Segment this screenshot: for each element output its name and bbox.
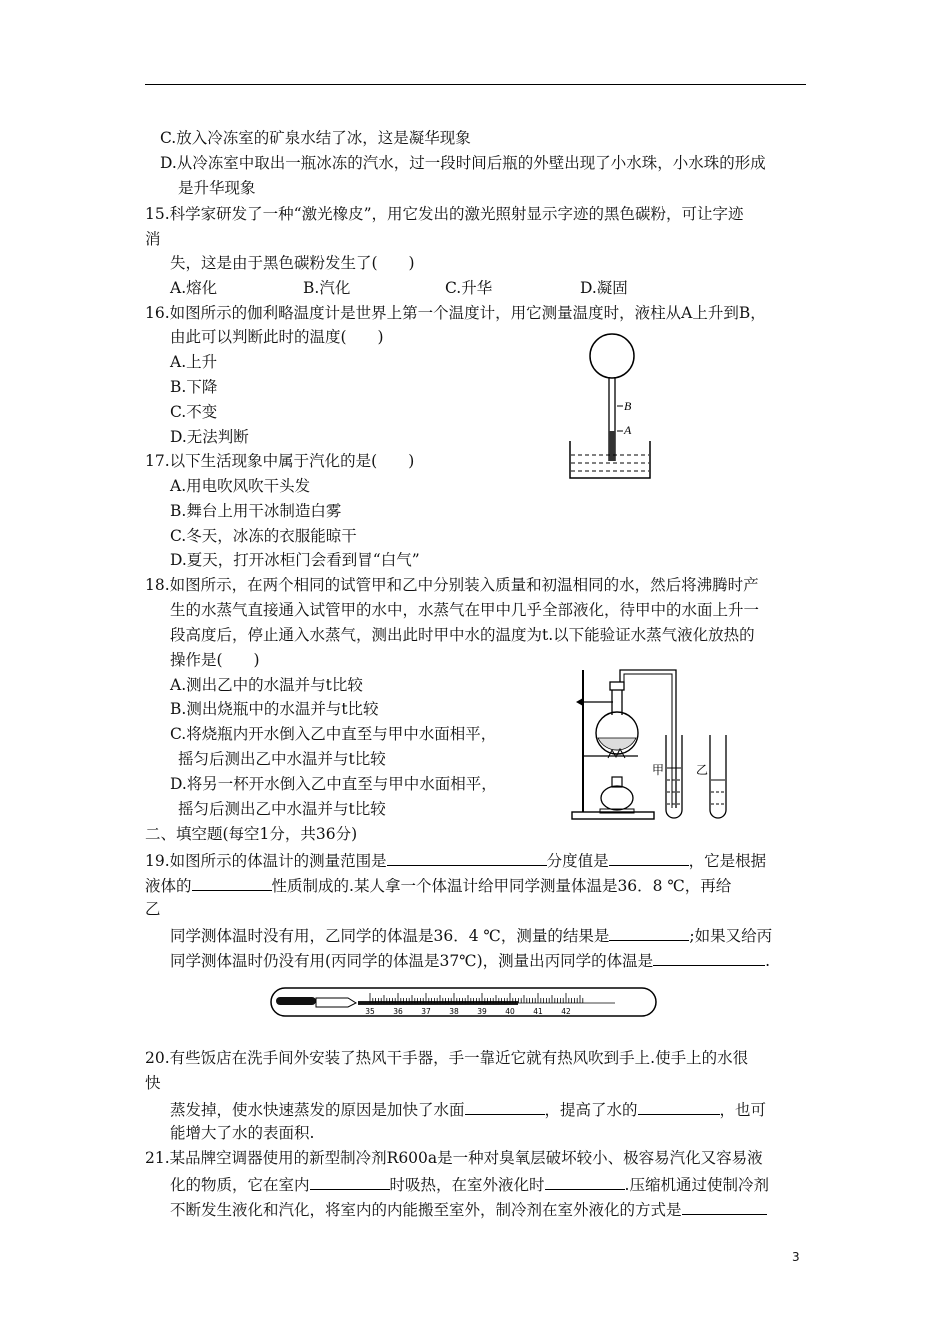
label-b: B [624,399,632,413]
q18-option-c: C.将烧瓶内开水倒入乙中直至与甲中水面相平， [170,725,497,743]
q18-option-a: A.测出乙中的水温并与t比较 [170,676,363,694]
q15-stem: 15.科学家研发了一种“激光橡皮”，用它发出的激光照射显示字迹的黑色碳粉，可让字迹 [145,205,744,223]
q16-option-b: B.下降 [170,378,218,396]
q20-line-2: 快 [145,1074,161,1092]
q21-text-d: 不断发生液化和汽化，将室内的内能搬至室外，制冷剂在室外液化的方式是 [170,1201,682,1219]
q15-stem-wrap: 消 [145,230,161,248]
answer-blank[interactable] [638,1098,720,1115]
q16-option-a: A.上升 [170,353,218,371]
q19-text-h: 同学测体温时仍没有用(丙同学的体温是37℃)，测量出丙同学的体温是 [170,952,654,970]
q16-stem: 16.如图所示的伽利略温度计是世界上第一个温度计，用它测量温度时，液柱从A上升到B， [145,304,766,322]
scale-label: 37 [421,1007,431,1016]
q19-line-4 [170,924,772,946]
q19-line-1 [145,849,766,871]
q14-option-d-cont: 是升华现象 [178,179,256,197]
q16-option-d: D.无法判断 [170,428,249,446]
answer-blank[interactable] [310,1173,390,1190]
q21-text-a: 化的物质，它在室内 [170,1176,310,1194]
q19-line-2 [145,874,731,896]
q20-line-1: 20.有些饭店在洗手间外安装了热风干手器，手一靠近它就有热风吹到手上.使手上的水很 [145,1049,749,1067]
steam-apparatus-figure [568,660,743,825]
q15-option-a: A.熔化 [170,279,218,297]
q16-stem-cont: 由此可以判断此时的温度( ) [170,328,384,346]
q18-option-b: B.测出烧瓶中的水温并与t比较 [170,700,379,718]
q17-option-a: A.用电吹风吹干头发 [170,477,311,495]
q18-option-d-cont: 摇匀后测出乙中水温并与t比较 [178,800,386,818]
q21-line-3 [170,1198,767,1220]
scale-label: 35 [365,1007,375,1016]
q18-stem-4: 操作是( ) [170,651,260,669]
answer-blank[interactable] [609,849,689,866]
answer-blank[interactable] [465,1098,545,1115]
clinical-thermometer-figure [270,983,660,1025]
q15-option-c: C.升华 [445,279,493,297]
q19-line-5 [170,949,770,971]
q15-option-d: D.凝固 [580,279,628,297]
q20-line-3 [170,1098,766,1120]
scale-label: 38 [449,1007,459,1016]
q15-option-b: B.汽化 [303,279,351,297]
q20-line-4: 能增大了水的表面积. [170,1124,315,1142]
q19-text-g: ;如果又给丙 [689,927,773,945]
q17-stem: 17.以下生活现象中属于汽化的是( ) [145,452,415,470]
section-title: 二、填空题(每空1分，共36分) [145,825,358,843]
header-rule [145,84,806,85]
q18-stem-3: 段高度后，停止通入水蒸气，测出此时甲中水的温度为t.以下能验证水蒸气液化放热的 [170,626,755,644]
q14-option-c: C.放入冷冻室的矿泉水结了冰，这是凝华现象 [160,129,471,147]
q19-text-c: ，它是根据 [688,852,767,870]
q14-option-d: D.从冷冻室中取出一瓶冰冻的汽水，过一段时间后瓶的外壁出现了小水珠，小水珠的形成 [160,154,766,172]
q18-stem-2: 生的水蒸气直接通入试管甲的水中，水蒸气在甲中几乎全部液化，待甲中的水面上升一 [170,601,760,619]
scale-label: 36 [393,1007,403,1016]
q20-text-a: 蒸发掉，使水快速蒸发的原因是加快了水面 [170,1101,465,1119]
q19-line-3: 乙 [145,900,161,918]
q18-option-d: D.将另一杯开水倒入乙中直至与甲中水面相平， [170,775,497,793]
scale-label: 42 [561,1007,571,1016]
answer-blank[interactable] [387,849,547,866]
answer-blank[interactable] [192,874,272,891]
label-a: A [624,423,632,437]
answer-blank[interactable] [545,1173,625,1190]
q21-text-c: .压缩机通过使制冷剂 [624,1176,769,1194]
q21-line-2 [170,1173,769,1195]
q19-text-e: 性质制成的.某人拿一个体温计给甲同学测量体温是36．8 ℃，再给 [271,877,732,895]
q19-text-b: 分度值是 [546,852,609,870]
q19-text-a: 19.如图所示的体温计的测量范围是 [145,852,387,870]
q21-text-b: 时吸热，在室外液化时 [389,1176,545,1194]
q20-text-c: ，也可 [719,1101,767,1119]
q21-line-1: 21.某品牌空调器使用的新型制冷剂R600a是一种对臭氧层破坏较小、极容易汽化又容易液 [145,1149,763,1167]
q19-text-i: . [765,952,771,970]
q17-option-b: B.舞台上用干冰制造白雾 [170,502,342,520]
page-number: 3 [792,1250,800,1264]
q20-text-b: ，提高了水的 [544,1101,638,1119]
galileo-thermometer-figure [565,333,655,483]
scale-label: 40 [505,1007,515,1016]
answer-blank[interactable] [653,949,765,966]
label-yi: 乙 [696,763,709,777]
q18-stem: 18.如图所示，在两个相同的试管甲和乙中分别装入质量和初温相同的水，然后将沸腾时产 [145,576,759,594]
q15-stem-cont: 失，这是由于黑色碳粉发生了( ) [170,254,415,272]
q18-option-c-cont: 摇匀后测出乙中水温并与t比较 [178,750,386,768]
q17-option-d: D.夏天，打开冰柜门会看到冒“白气” [170,551,420,569]
q19-text-f: 同学测体温时没有用，乙同学的体温是36．4 ℃，测量的结果是 [170,927,610,945]
answer-blank[interactable] [682,1198,767,1215]
q19-text-d: 液体的 [145,877,192,895]
label-jia: 甲 [652,763,665,777]
q16-option-c: C.不变 [170,403,218,421]
q17-option-c: C.冬天，冰冻的衣服能晾干 [170,527,357,545]
answer-blank[interactable] [609,924,689,941]
scale-label: 39 [477,1007,487,1016]
scale-label: 41 [533,1007,543,1016]
